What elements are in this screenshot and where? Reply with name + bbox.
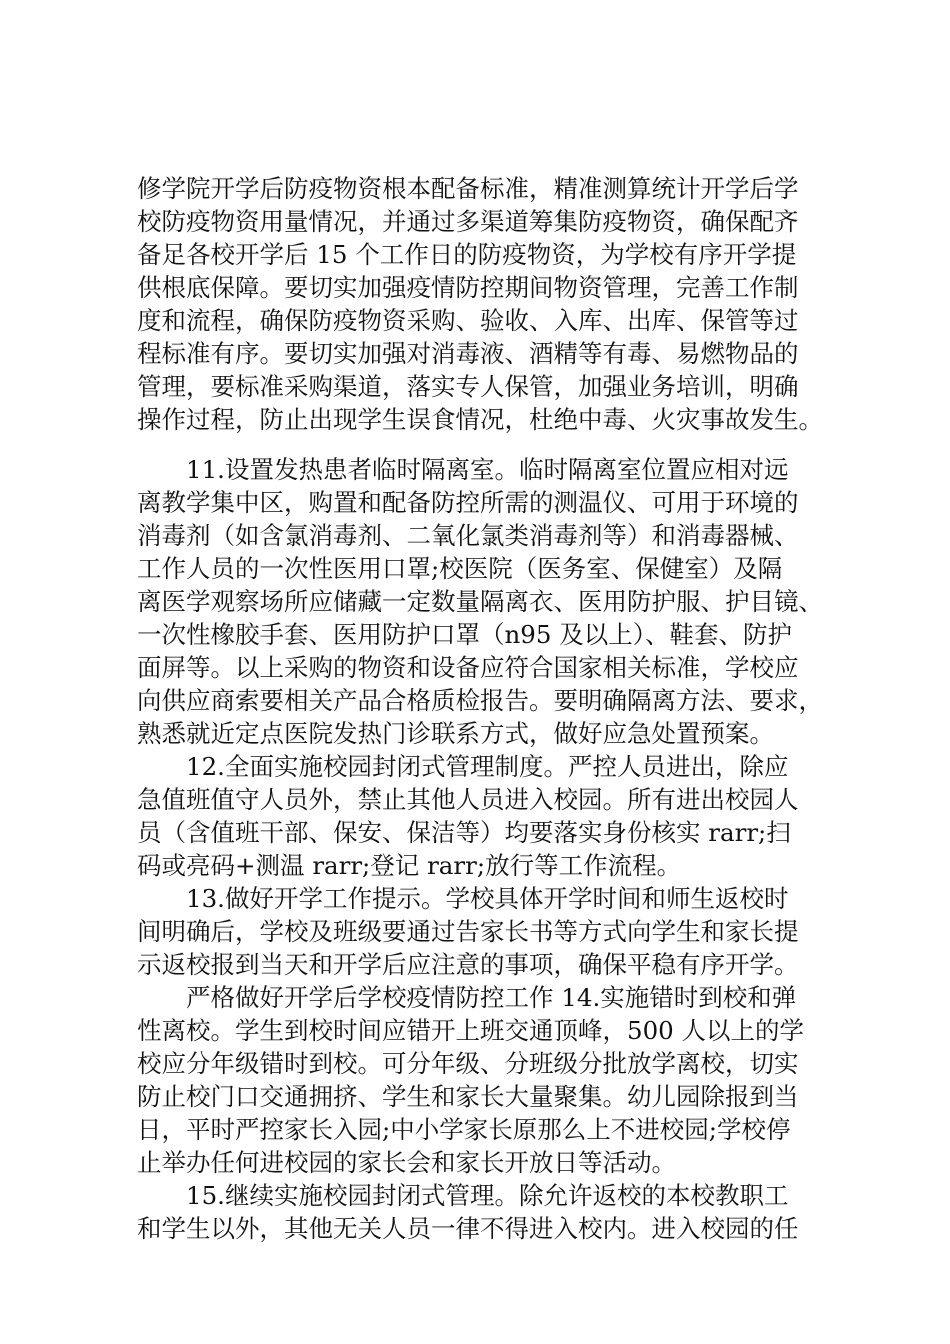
- text-line: 急值班值守人员外，禁止其他人员进入校园。所有进出校园人: [137, 785, 799, 814]
- text-line: 管理，要标准采购渠道，落实专人保管，加强业务培训，明确: [137, 372, 799, 401]
- text-line: 严格做好开学后学校疫情防控工作 14.实施错时到校和弹: [186, 983, 797, 1012]
- text-line: 性离校。学生到校时间应错开上班交通顶峰，500 人以上的学: [137, 1016, 805, 1045]
- text-line: 一次性橡胶手套、医用防护口罩（n95 及以上）、鞋套、防护: [137, 620, 792, 649]
- text-line: 熟悉就近定点医院发热门诊联系方式，做好应急处置预案。: [137, 719, 774, 748]
- text-line: 13.做好开学工作提示。学校具体开学时间和师生返校时: [186, 884, 789, 913]
- text-line: 和学生以外，其他无关人员一律不得进入校内。进入校园的任: [137, 1214, 799, 1243]
- text-line: 日，平时严控家长入园;中小学家长原那么上不进校园;学校停: [137, 1115, 791, 1144]
- text-line: 11.设置发热患者临时隔离室。临时隔离室位置应相对远: [186, 455, 789, 484]
- text-line: 12.全面实施校园封闭式管理制度。严控人员进出，除应: [186, 752, 789, 781]
- text-line: 度和流程，确保防疫物资采购、验收、入库、出库、保管等过: [137, 306, 799, 335]
- text-line: 15.继续实施校园封闭式管理。除允许返校的本校教职工: [186, 1181, 789, 1210]
- text-line: 修学院开学后防疫物资根本配备标准，精准测算统计开学后学: [137, 174, 799, 203]
- text-line: 消毒剂（如含氯消毒剂、二氧化氯类消毒剂等）和消毒器械、: [137, 521, 799, 550]
- text-line: 备足各校开学后 15 个工作日的防疫物资，为学校有序开学提: [137, 240, 797, 269]
- text-line: 向供应商索要相关产品合格质检报告。要明确隔离方法、要求，: [137, 686, 823, 715]
- text-line: 面屏等。以上采购的物资和设备应符合国家相关标准，学校应: [137, 653, 799, 682]
- text-line: 校应分年级错时到校。可分年级、分班级分批放学离校，切实: [137, 1049, 799, 1078]
- text-line: 供根底保障。要切实加强疫情防控期间物资管理，完善工作制: [137, 273, 799, 302]
- text-line: 离教学集中区，购置和配备防控所需的测温仪、可用于环境的: [137, 488, 799, 517]
- text-line: 校防疫物资用量情况，并通过多渠道筹集防疫物资，确保配齐: [137, 207, 799, 236]
- text-line: 程标准有序。要切实加强对消毒液、酒精等有毒、易燃物品的: [137, 339, 799, 368]
- text-line: 工作人员的一次性医用口罩;校医院（医务室、保健室）及隔: [137, 554, 783, 583]
- text-line: 示返校报到当天和开学后应注意的事项，确保平稳有序开学。: [137, 950, 799, 979]
- text-line: 操作过程，防止出现学生误食情况，杜绝中毒、火灾事故发生。: [137, 405, 823, 434]
- text-line: 离医学观察场所应储藏一定数量隔离衣、医用防护服、护目镜、: [137, 587, 823, 616]
- text-line: 止举办任何进校园的家长会和家长开放日等活动。: [137, 1148, 676, 1177]
- text-line: 防止校门口交通拥挤、学生和家长大量聚集。幼儿园除报到当: [137, 1082, 799, 1111]
- text-line: 间明确后，学校及班级要通过告家长书等方式向学生和家长提: [137, 917, 799, 946]
- text-line: 员（含值班干部、保安、保洁等）均要落实身份核实 rarr;扫: [137, 818, 791, 847]
- text-line: 码或亮码+测温 rarr;登记 rarr;放行等工作流程。: [137, 851, 682, 880]
